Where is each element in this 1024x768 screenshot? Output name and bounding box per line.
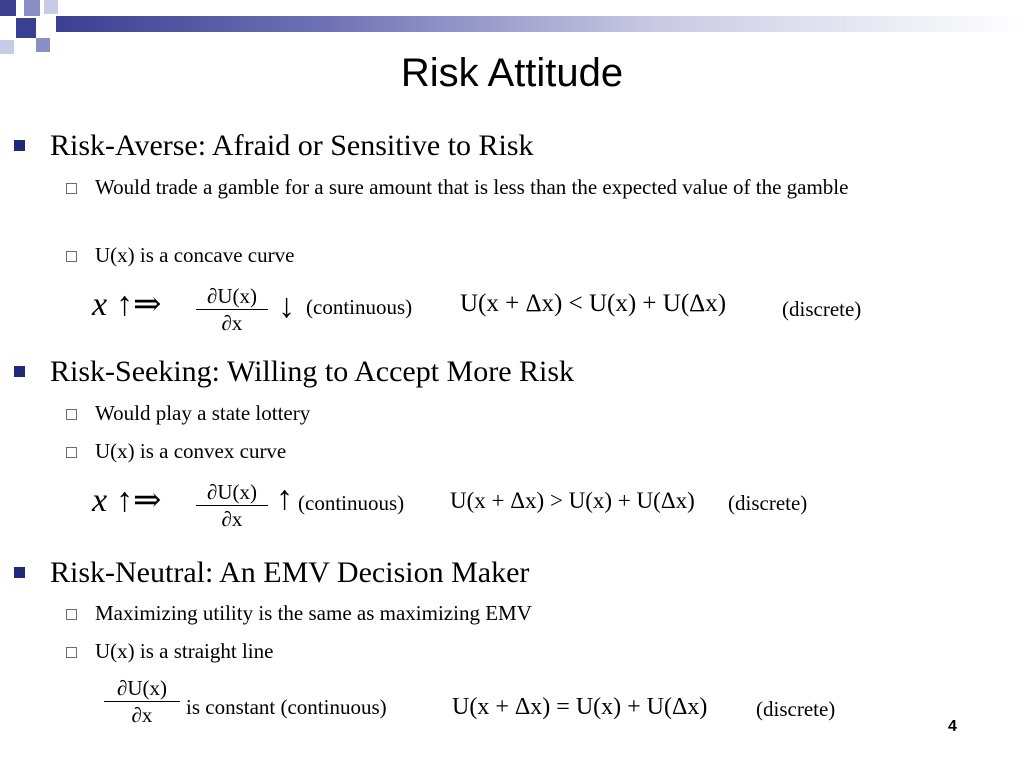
page-number: 4	[948, 718, 957, 735]
slide-title: Risk Attitude	[400, 51, 624, 95]
hollow-square-icon	[66, 609, 77, 620]
header-gradient-bar	[56, 16, 1024, 32]
partial-derivative	[196, 480, 268, 531]
formula-risk-neutral	[0, 676, 1024, 736]
continuous-label: (continuous)	[298, 491, 405, 515]
decor-square-1	[0, 0, 16, 16]
subpoint-text: U(x) is a straight line	[95, 639, 274, 663]
bullet-heading: Risk-Neutral: An EMV Decision Maker	[50, 556, 530, 589]
formula-risk-averse	[0, 282, 1024, 342]
subpoint-trade-gamble	[95, 172, 975, 203]
hollow-square-icon	[66, 251, 77, 262]
bullet-square-icon	[14, 140, 25, 151]
up-implies-symbol: ↑⇒	[116, 482, 162, 519]
subpoint-straight-line	[95, 636, 975, 667]
partial-numerator: ∂U(x)	[206, 480, 258, 504]
fraction-line	[196, 505, 268, 506]
discrete-label: (discrete)	[728, 491, 808, 515]
subpoint-maximizing	[95, 598, 975, 629]
bullet-square-icon	[14, 366, 25, 377]
up-arrow-symbol: ↑	[276, 480, 293, 517]
bullet-risk-seeking	[50, 355, 574, 389]
discrete-formula: U(x + Δx) < U(x) + U(Δx)	[460, 290, 727, 317]
hollow-square-icon	[66, 409, 77, 420]
discrete-label: (discrete)	[756, 697, 836, 721]
var-x: x	[92, 482, 108, 519]
fraction-line	[196, 309, 268, 310]
subpoint-text: Would trade a gamble for a sure amount that is less than the expected value of the gamble	[95, 175, 849, 199]
down-arrow-symbol: ↓	[278, 288, 295, 325]
bullet-risk-neutral	[50, 556, 529, 590]
subpoint-concave	[95, 240, 975, 271]
partial-derivative	[196, 284, 268, 335]
partial-denominator: ∂x	[221, 507, 243, 531]
hollow-square-icon	[66, 183, 77, 194]
decor-square-4	[16, 18, 36, 38]
subpoint-text: Would play a state lottery	[95, 401, 311, 425]
bullet-heading: Risk-Seeking: Willing to Accept More Risk	[50, 355, 575, 388]
formula-risk-seeking	[0, 478, 1024, 538]
hollow-square-icon	[66, 447, 77, 458]
decor-square-3	[44, 0, 58, 14]
subpoint-convex	[95, 436, 975, 467]
bullet-heading: Risk-Averse: Afraid or Sensitive to Risk	[50, 129, 534, 162]
partial-numerator: ∂U(x)	[116, 676, 168, 700]
partial-denominator: ∂x	[221, 311, 243, 335]
subpoint-text: U(x) is a convex curve	[95, 439, 287, 463]
continuous-label: is constant (continuous)	[186, 695, 387, 719]
partial-derivative	[104, 676, 180, 727]
var-x: x	[92, 286, 108, 323]
discrete-formula: U(x + Δx) = U(x) + U(Δx)	[452, 694, 708, 720]
subpoint-lottery	[95, 398, 975, 429]
up-implies-symbol: ↑⇒	[116, 286, 162, 323]
subpoint-text: U(x) is a concave curve	[95, 243, 295, 267]
discrete-formula: U(x + Δx) > U(x) + U(Δx)	[450, 488, 695, 513]
discrete-label: (discrete)	[782, 297, 862, 321]
bullet-square-icon	[14, 567, 25, 578]
bullet-risk-averse	[50, 129, 534, 163]
partial-denominator: ∂x	[131, 703, 153, 727]
decor-square-2	[24, 0, 40, 16]
hollow-square-icon	[66, 647, 77, 658]
continuous-label: (continuous)	[306, 295, 413, 319]
fraction-line	[104, 701, 180, 702]
partial-numerator: ∂U(x)	[206, 284, 258, 308]
subpoint-text: Maximizing utility is the same as maximizing EMV	[95, 601, 532, 625]
